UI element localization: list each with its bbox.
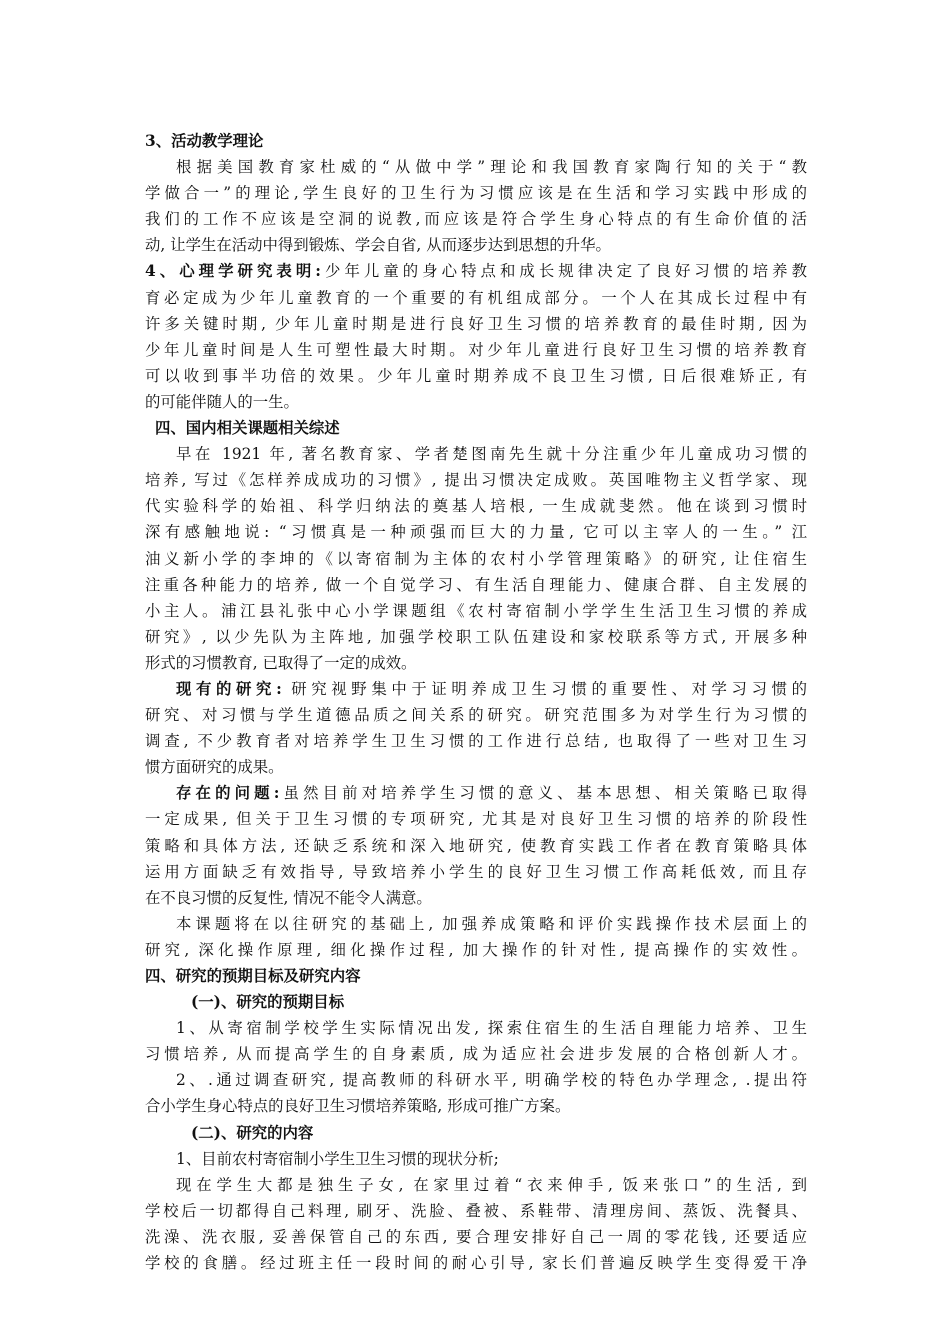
- line-text: 可以收到事半功倍的效果。少年儿童时期养成不良卫生习惯, 日后很难矫正, 有: [145, 366, 807, 385]
- text-line: [145, 1067, 807, 1093]
- line-text: 虽然目前对培养学生习惯的意义、基本思想、相关策略已取得: [279, 784, 807, 803]
- line-text: 早在 1921 年, 著名教育家、学者楚图南先生就十分注重少年儿童成功习惯的: [176, 445, 807, 464]
- document-page: [145, 128, 807, 1276]
- text-line: [145, 1250, 807, 1276]
- text-line: [145, 702, 807, 728]
- line-text: 深有感触地说: “习惯真是一种顽强而巨大的力量, 它可以主宰人的一生。” 江: [145, 523, 807, 542]
- line-text: 研究》, 以少先队为主阵地, 加强学校职工队伍建设和家校联系等方式, 开展多种: [145, 627, 807, 646]
- text-line: [145, 859, 807, 885]
- line-text: 本课题将在以往研究的基础上, 加强养成策略和评价实践操作技术层面上的: [176, 914, 807, 933]
- text-line: [145, 650, 807, 676]
- line-text: 动, 让学生在活动中得到锻炼、学会自省, 从而逐步达到思想的升华。: [145, 236, 611, 255]
- text-line: [145, 1198, 807, 1224]
- text-line: [145, 833, 807, 859]
- bold-lead: 存在的问题:: [176, 784, 280, 803]
- line-text: 的可能伴随人的一生。: [145, 392, 299, 411]
- line-text: 形式的习惯教育, 已取得了一定的成效。: [145, 653, 417, 672]
- line-text: 培养, 写过《怎样养成成功的习惯》, 提出习惯决定成败。英国唯物主义哲学家、现: [145, 471, 807, 490]
- line-text: 少年儿童时间是人生可塑性最大时期。对少年儿童进行良好卫生习惯的培养教育: [145, 340, 807, 359]
- text-line: [145, 1015, 807, 1041]
- line-text: 1、目前农村寄宿制小学生卫生习惯的现状分析;: [176, 1149, 499, 1168]
- text-line: [145, 1146, 807, 1172]
- line-text: 研究、对习惯与学生道德品质之间关系的研究。研究范围多为对学生行为习惯的: [145, 706, 807, 725]
- line-text: 学校后一切都得自己料理, 刷牙、洗脸、叠被、系鞋带、清理房间、蒸饭、洗餐具、: [145, 1201, 807, 1220]
- line-text: 研究视野集中于证明养成卫生习惯的重要性、对学习习惯的: [281, 679, 807, 698]
- line-text: 油义新小学的李坤的《以寄宿制为主体的农村小学管理策略》的研究, 让住宿生: [145, 549, 807, 568]
- text-line: [145, 311, 807, 337]
- text-line: [145, 363, 807, 389]
- line-text: 根据美国教育家杜威的“从做中学”理论和我国教育家陶行知的关于“教: [176, 158, 807, 177]
- text-line: [145, 1224, 807, 1250]
- bold-lead: 4、心理学研究表明:: [145, 262, 321, 281]
- line-text: 我们的工作不应该是空洞的说教,而应该是符合学生身心特点的有生命价值的活: [145, 210, 807, 229]
- line-text: 注重各种能力的培养, 做一个自觉学习、有生活自理能力、健康合群、自主发展的: [145, 575, 807, 594]
- line-text: 代实验科学的始祖、科学归纳法的奠基人培根, 一生成就斐然。他在谈到习惯时: [145, 497, 807, 516]
- text-line: [145, 1041, 807, 1067]
- text-line: [145, 232, 807, 258]
- text-line: [145, 885, 807, 911]
- text-line: [145, 519, 807, 545]
- text-line: [145, 441, 807, 467]
- line-text: 调查, 不少教育者对培养学生卫生习惯的工作进行总结, 也取得了一些对卫生习: [145, 732, 807, 751]
- section-heading: [145, 1120, 807, 1146]
- line-text: 洗澡、洗衣服, 妥善保管自己的东西, 要合理安排好自己一周的零花钱, 还要适应: [145, 1227, 807, 1246]
- line-text: 研究, 深化操作原理, 细化操作过程, 加大操作的针对性, 提高操作的实效性。: [145, 940, 807, 959]
- line-text: 惯方面研究的成果。: [145, 758, 284, 777]
- text-line: [145, 180, 807, 206]
- text-line: [145, 258, 807, 284]
- line-text: (二)、研究的内容: [191, 1123, 314, 1142]
- text-line: [145, 598, 807, 624]
- text-line: [145, 337, 807, 363]
- line-text: 一定成果, 但关于卫生习惯的专项研究, 尤其是对良好卫生习惯的培养的阶段性: [145, 810, 807, 829]
- text-line: [145, 728, 807, 754]
- text-line: [145, 806, 807, 832]
- line-text: 少年儿童的身心特点和成长规律决定了良好习惯的培养教: [320, 262, 807, 281]
- line-text: 习惯培养, 从而提高学生的自身素质, 成为适应社会进步发展的合格创新人才。: [145, 1045, 807, 1064]
- text-line: [145, 285, 807, 311]
- line-text: 3、活动教学理论: [145, 132, 264, 150]
- text-line: [145, 206, 807, 232]
- line-text: 学做合一”的理论,学生良好的卫生行为习惯应该是在生活和学习实践中形成的: [145, 184, 807, 203]
- section-heading: [145, 963, 807, 989]
- line-text: 2、.通过调查研究, 提高教师的科研水平, 明确学校的特色办学理念, .提出符: [176, 1071, 807, 1090]
- text-line: [145, 676, 807, 702]
- text-line: [145, 546, 807, 572]
- section-heading: [145, 415, 807, 441]
- bold-lead: 现有的研究:: [176, 679, 282, 698]
- line-text: 四、国内相关课题相关综述: [155, 419, 340, 438]
- line-text: 许多关键时期, 少年儿童时期是进行良好卫生习惯的培养教育的最佳时期, 因为: [145, 314, 807, 333]
- line-text: (一)、研究的预期目标: [191, 993, 345, 1012]
- text-line: [145, 389, 807, 415]
- text-line: [145, 1172, 807, 1198]
- line-text: 现在学生大都是独生子女, 在家里过着“衣来伸手, 饭来张口”的生活, 到: [176, 1175, 807, 1194]
- line-text: 合小学生身心特点的良好卫生习惯培养策略, 形成可推广方案。: [145, 1097, 571, 1116]
- line-text: 在不良习惯的反复性, 情况不能令人满意。: [145, 888, 432, 907]
- section-heading: [145, 128, 807, 154]
- text-line: [145, 937, 807, 963]
- text-line: [145, 1093, 807, 1119]
- line-text: 运用方面缺乏有效指导, 导致培养小学生的良好卫生习惯工作高耗低效, 而且存: [145, 862, 807, 881]
- text-line: [145, 780, 807, 806]
- text-line: [145, 572, 807, 598]
- text-line: [145, 911, 807, 937]
- line-text: 小主人。浦江县礼张中心小学课题组《农村寄宿制小学学生生活卫生习惯的养成: [145, 601, 807, 620]
- line-text: 学校的食膳。经过班主任一段时间的耐心引导, 家长们普遍反映学生变得爱干净: [145, 1254, 807, 1273]
- line-text: 四、研究的预期目标及研究内容: [145, 967, 361, 985]
- line-text: 策略和具体方法, 还缺乏系统和深入地研究, 使教育实践工作者在教育策略具体: [145, 836, 807, 855]
- text-line: [145, 624, 807, 650]
- text-line: [145, 493, 807, 519]
- text-line: [145, 154, 807, 180]
- section-heading: [145, 989, 807, 1015]
- line-text: 育必定成为少年儿童教育的一个重要的有机组成部分。一个人在其成长过程中有: [145, 288, 807, 307]
- line-text: 1、从寄宿制学校学生实际情况出发, 探索住宿生的生活自理能力培养、卫生: [176, 1019, 807, 1038]
- text-line: [145, 467, 807, 493]
- text-line: [145, 754, 807, 780]
